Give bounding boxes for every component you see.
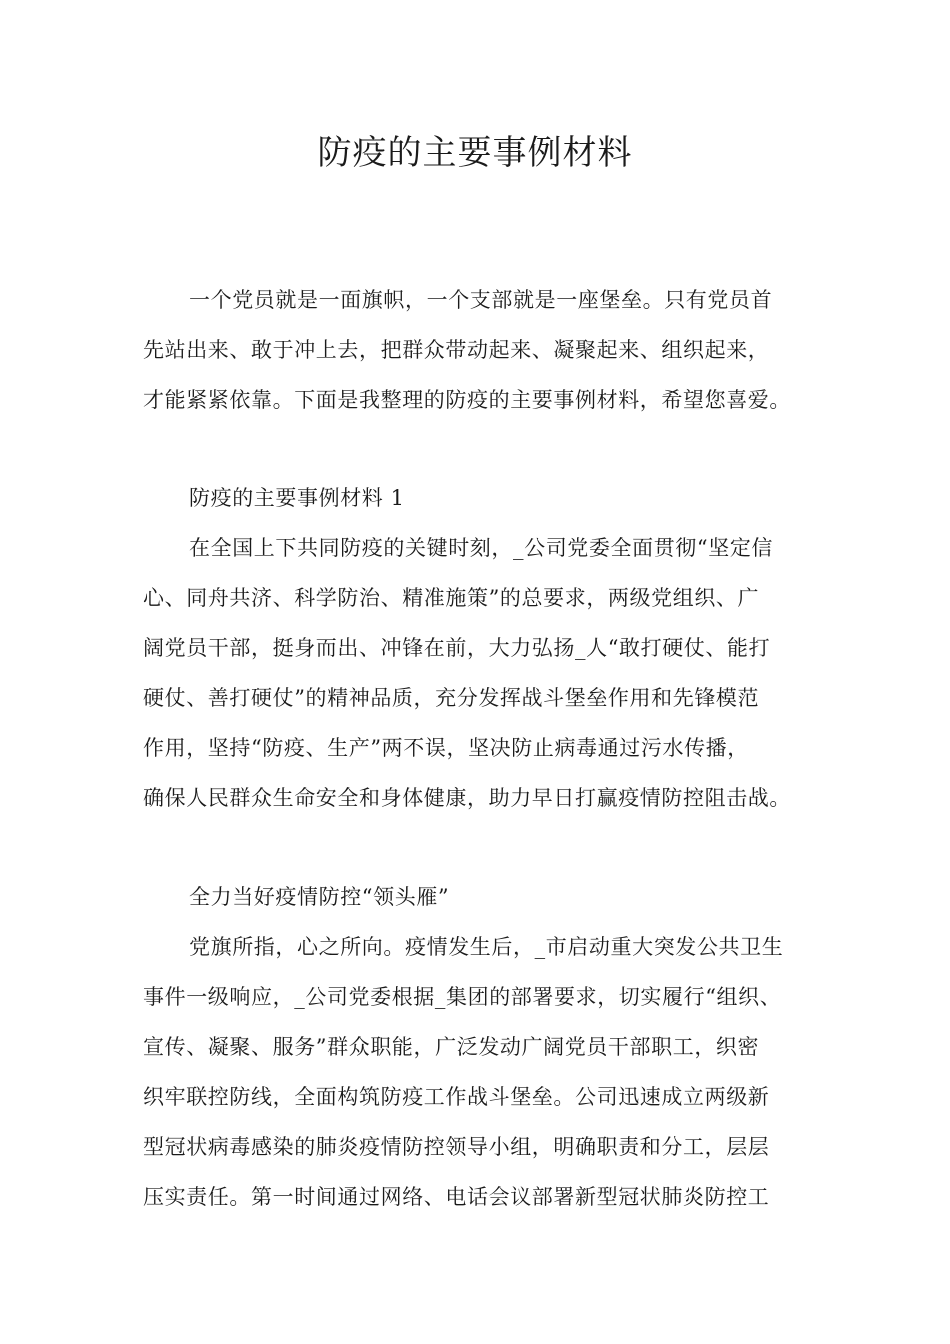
section-1-line-6: 确保人民群众生命安全和身体健康，助力早日打赢疫情防控阻击战。	[143, 786, 791, 810]
section-1-line-5: 作用，坚持“防疫、生产”两不误，坚决防止病毒通过污水传播，	[143, 736, 749, 760]
section-2-line-1: 党旗所指，心之所向。疫情发生后，_市启动重大突发公共卫生	[189, 935, 784, 959]
document-title: 防疫的主要事例材料	[317, 133, 633, 173]
section-2-line-2: 事件一级响应，_公司党委根据_集团的部署要求，切实履行“组织、	[143, 985, 782, 1009]
intro-line-3: 才能紧紧依靠。下面是我整理的防疫的主要事例材料，希望您喜爱。	[143, 388, 791, 412]
section-1-line-4: 硬仗、善打硬仗”的精神品质，充分发挥战斗堡垒作用和先锋模范	[143, 686, 760, 710]
section-2-line-6: 压实责任。第一时间通过网络、电话会议部署新型冠状肺炎防控工	[143, 1185, 770, 1209]
intro-line-2: 先站出来、敢于冲上去，把群众带动起来、凝聚起来、组织起来，	[143, 338, 770, 362]
section-2-line-4: 织牢联控防线，全面构筑防疫工作战斗堡垒。公司迅速成立两级新	[143, 1085, 770, 1109]
intro-line-1: 一个党员就是一面旗帜，一个支部就是一座堡垒。只有党员首	[189, 288, 773, 312]
subheading: 全力当好疫情防控“领头雁”	[189, 885, 450, 909]
section-1-line-3: 阔党员干部，挺身而出、冲锋在前，大力弘扬_人“敢打硬仗、能打	[143, 636, 771, 660]
section-1-line-1: 在全国上下共同防疫的关键时刻，_公司党委全面贯彻“坚定信	[189, 536, 774, 560]
section-2-line-5: 型冠状病毒感染的肺炎疫情防控领导小组，明确职责和分工，层层	[143, 1135, 770, 1159]
section-1-heading: 防疫的主要事例材料 1	[189, 486, 405, 510]
section-2-line-3: 宣传、凝聚、服务”群众职能，广泛发动广阔党员干部职工，织密	[143, 1035, 760, 1059]
section-1-line-2: 心、同舟共济、科学防治、精准施策”的总要求，两级党组织、广	[143, 586, 760, 610]
